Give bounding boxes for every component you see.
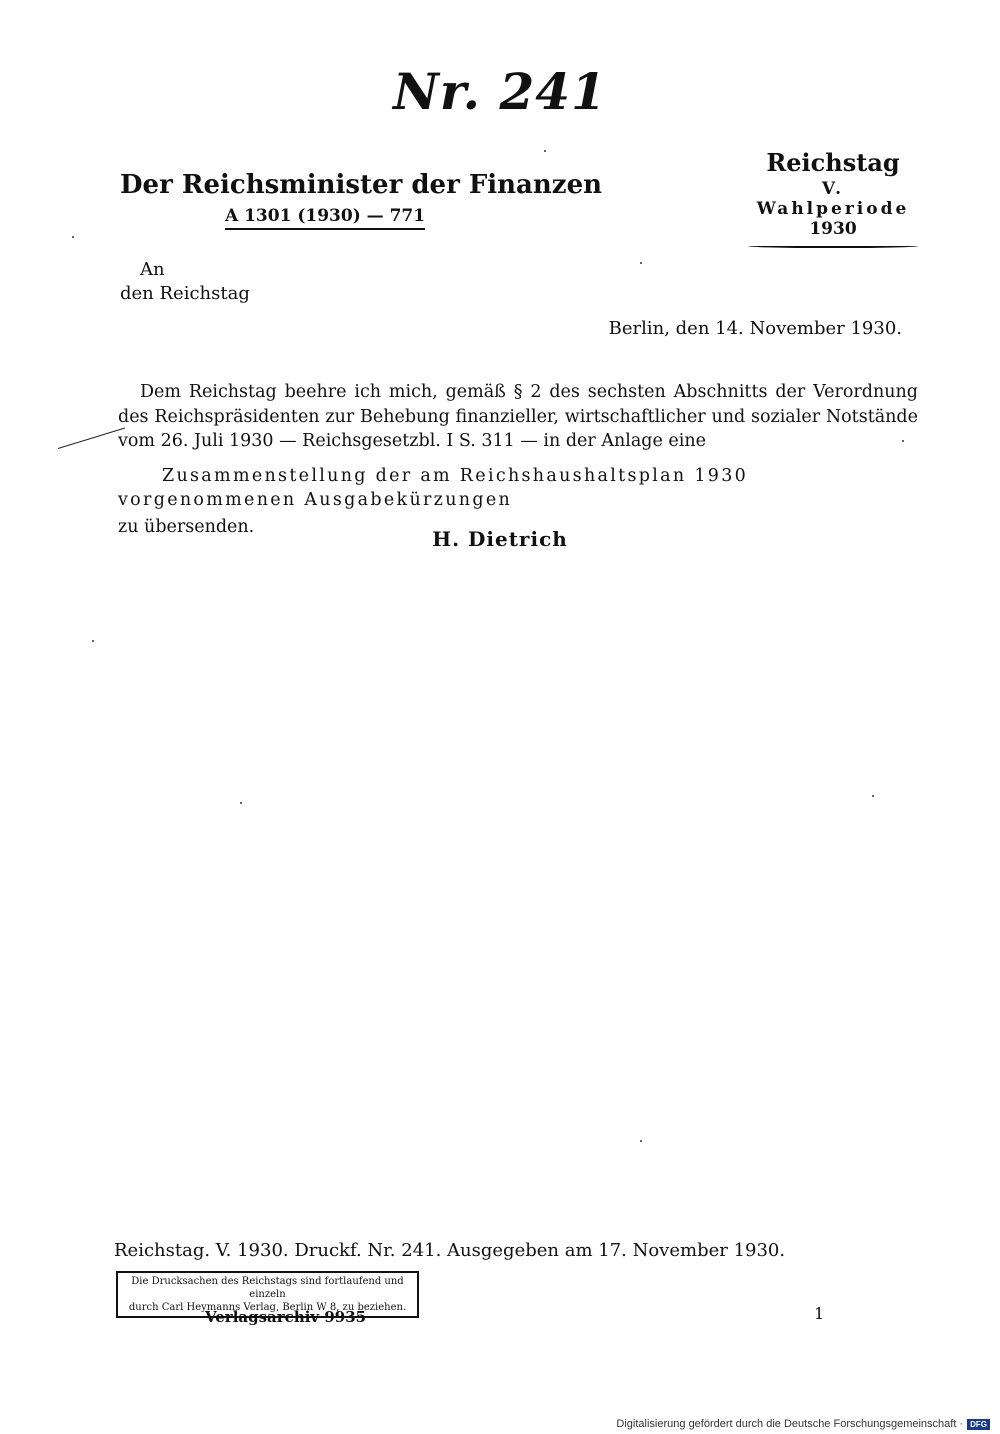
scan-speck [872, 795, 874, 797]
scan-speck [72, 236, 74, 238]
dateline: Berlin, den 14. November 1930. [608, 318, 902, 339]
legislative-period: V. Wahlperiode [756, 179, 910, 219]
notice-line-1: Die Drucksachen des Reichstags sind fortlaufend und einzeln [131, 1276, 404, 1300]
pen-mark [58, 428, 125, 449]
reichstag-title: Reichstag [766, 148, 900, 177]
issue-line: Reichstag. V. 1930. Druckf. Nr. 241. Ausgegeben am 17. November 1930. [114, 1240, 786, 1261]
credit-text: Digitalisierung gefördert durch die Deutsche Forschungsgemeinschaft · [616, 1418, 964, 1430]
addressee-line-1: An [140, 259, 165, 280]
scan-speck [544, 150, 546, 152]
reichstag-block [748, 148, 918, 248]
scan-speck [240, 802, 242, 804]
sender-heading: Der Reichsminister der Finanzen [120, 170, 603, 200]
scan-speck [92, 640, 94, 642]
digitization-credit [616, 1418, 990, 1430]
body-closing: zu übersenden. [118, 516, 255, 537]
scan-speck [640, 262, 642, 264]
scan-speck [902, 440, 904, 442]
page-number: 1 [814, 1304, 825, 1323]
dfg-logo: DFG [967, 1419, 990, 1430]
reichstag-underline [748, 243, 918, 248]
body-paragraph: Dem Reichstag beehre ich mich, gemäß § 2 des sechsten Abschnitts der Verordnung des Reichspräsidenten zur Behebung finanzieller, wirtschaftlicher und sozialer Notstände vom 26. Juli 1930 — Reichsgesetzbl. I S. 311 — in der Anlage eine [118, 382, 918, 451]
addressee [120, 258, 250, 306]
enclosure-title: Zusammenstellung der am Reichshaushaltsplan 1930 vorgenommenen Ausgabekürzungen [118, 465, 749, 510]
archive-number: Verlagsarchiv 9935 [205, 1308, 367, 1326]
document-number: Nr. 241 [393, 62, 607, 121]
addressee-line-2: den Reichstag [120, 283, 250, 304]
reference-number: A 1301 (1930) — 771 [225, 206, 425, 230]
scan-speck [640, 1140, 642, 1142]
notice-line-2: durch Carl Heymanns Verlag, Berlin W 8, zu beziehen. [128, 1302, 407, 1313]
reichstag-year: 1930 [809, 219, 857, 239]
letter-body [118, 380, 918, 539]
signature: H. Dietrich [432, 527, 568, 551]
